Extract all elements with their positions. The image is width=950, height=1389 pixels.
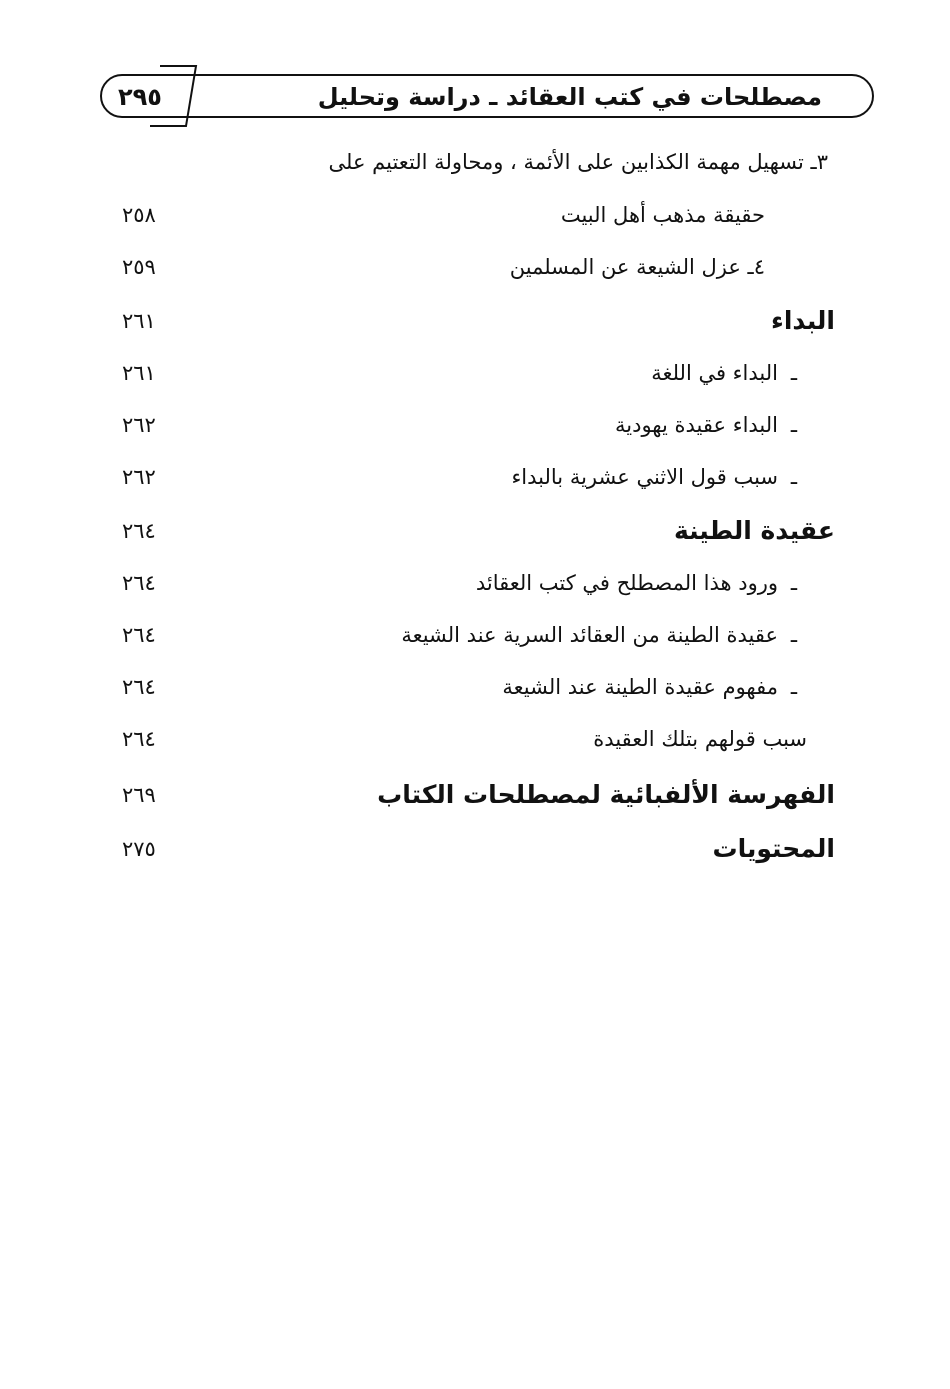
toc-entry-text: ٣ـ تسهيل مهمة الكذابين على الأئمة ، ومحاولة التعتيم على <box>328 150 828 174</box>
toc-entry-text: البداء في اللغة <box>651 361 778 385</box>
page-number: ٢٩٥ <box>118 83 162 111</box>
toc-entry-page: ٢٦٤ <box>122 727 156 751</box>
toc-entry-text: حقيقة مذهب أهل البيت <box>560 203 765 227</box>
toc-entry-page: ٢٦١ <box>122 361 156 385</box>
toc-entry-text: ٤ـ عزل الشيعة عن المسلمين <box>509 255 765 279</box>
toc-entry-page: ٢٦١ <box>122 309 156 333</box>
running-header-title: مصطلحات في كتب العقائد ـ دراسة وتحليل <box>317 83 822 111</box>
toc-entry-text: ورود هذا المصطلح في كتب العقائد <box>475 571 778 595</box>
toc-entry-page: ٢٦٤ <box>122 623 156 647</box>
toc-entry-text: سبب قولهم بتلك العقيدة <box>593 727 807 751</box>
toc-entry <box>476 567 810 599</box>
toc-entry-page: ٢٦٤ <box>122 675 156 699</box>
toc-entry <box>511 461 810 493</box>
toc-entry-page: ٢٧٥ <box>122 837 156 861</box>
toc-entry-page: ٢٦٢ <box>122 413 156 437</box>
toc-bullet: ـ <box>790 413 798 437</box>
toc-entry <box>615 409 810 441</box>
toc-section-heading: المحتويات <box>712 834 835 863</box>
toc-entry <box>502 671 810 703</box>
toc-bullet: ـ <box>790 361 798 385</box>
toc-entry-page: ٢٦٢ <box>122 465 156 489</box>
toc-entry-page: ٢٦٩ <box>122 783 156 807</box>
toc-bullet: ـ <box>790 675 798 699</box>
toc-entry <box>651 357 810 389</box>
toc-entry-page: ٢٥٩ <box>122 255 156 279</box>
toc-entry-page: ٢٦٤ <box>122 519 156 543</box>
page-number-tab-icon <box>0 0 950 140</box>
toc-entry-text: البداء عقيدة يهودية <box>615 413 778 437</box>
toc-bullet: ـ <box>790 571 798 595</box>
toc-section-heading: البداء <box>771 306 835 335</box>
toc-entry-page: ٢٦٤ <box>122 571 156 595</box>
toc-section-heading: الفهرسة الألفبائية لمصطلحات الكتاب <box>377 780 835 809</box>
toc-bullet: ـ <box>790 623 798 647</box>
toc-entry-page: ٢٥٨ <box>122 203 156 227</box>
toc-bullet: ـ <box>790 465 798 489</box>
toc-entry-text: مفهوم عقيدة الطينة عند الشيعة <box>502 675 778 699</box>
toc-entry-text: سبب قول الاثني عشرية بالبداء <box>511 465 778 489</box>
toc-section-heading: عقيدة الطينة <box>673 516 835 545</box>
toc-entry <box>401 619 810 651</box>
toc-entry-text: عقيدة الطينة من العقائد السرية عند الشيعة <box>401 623 778 647</box>
